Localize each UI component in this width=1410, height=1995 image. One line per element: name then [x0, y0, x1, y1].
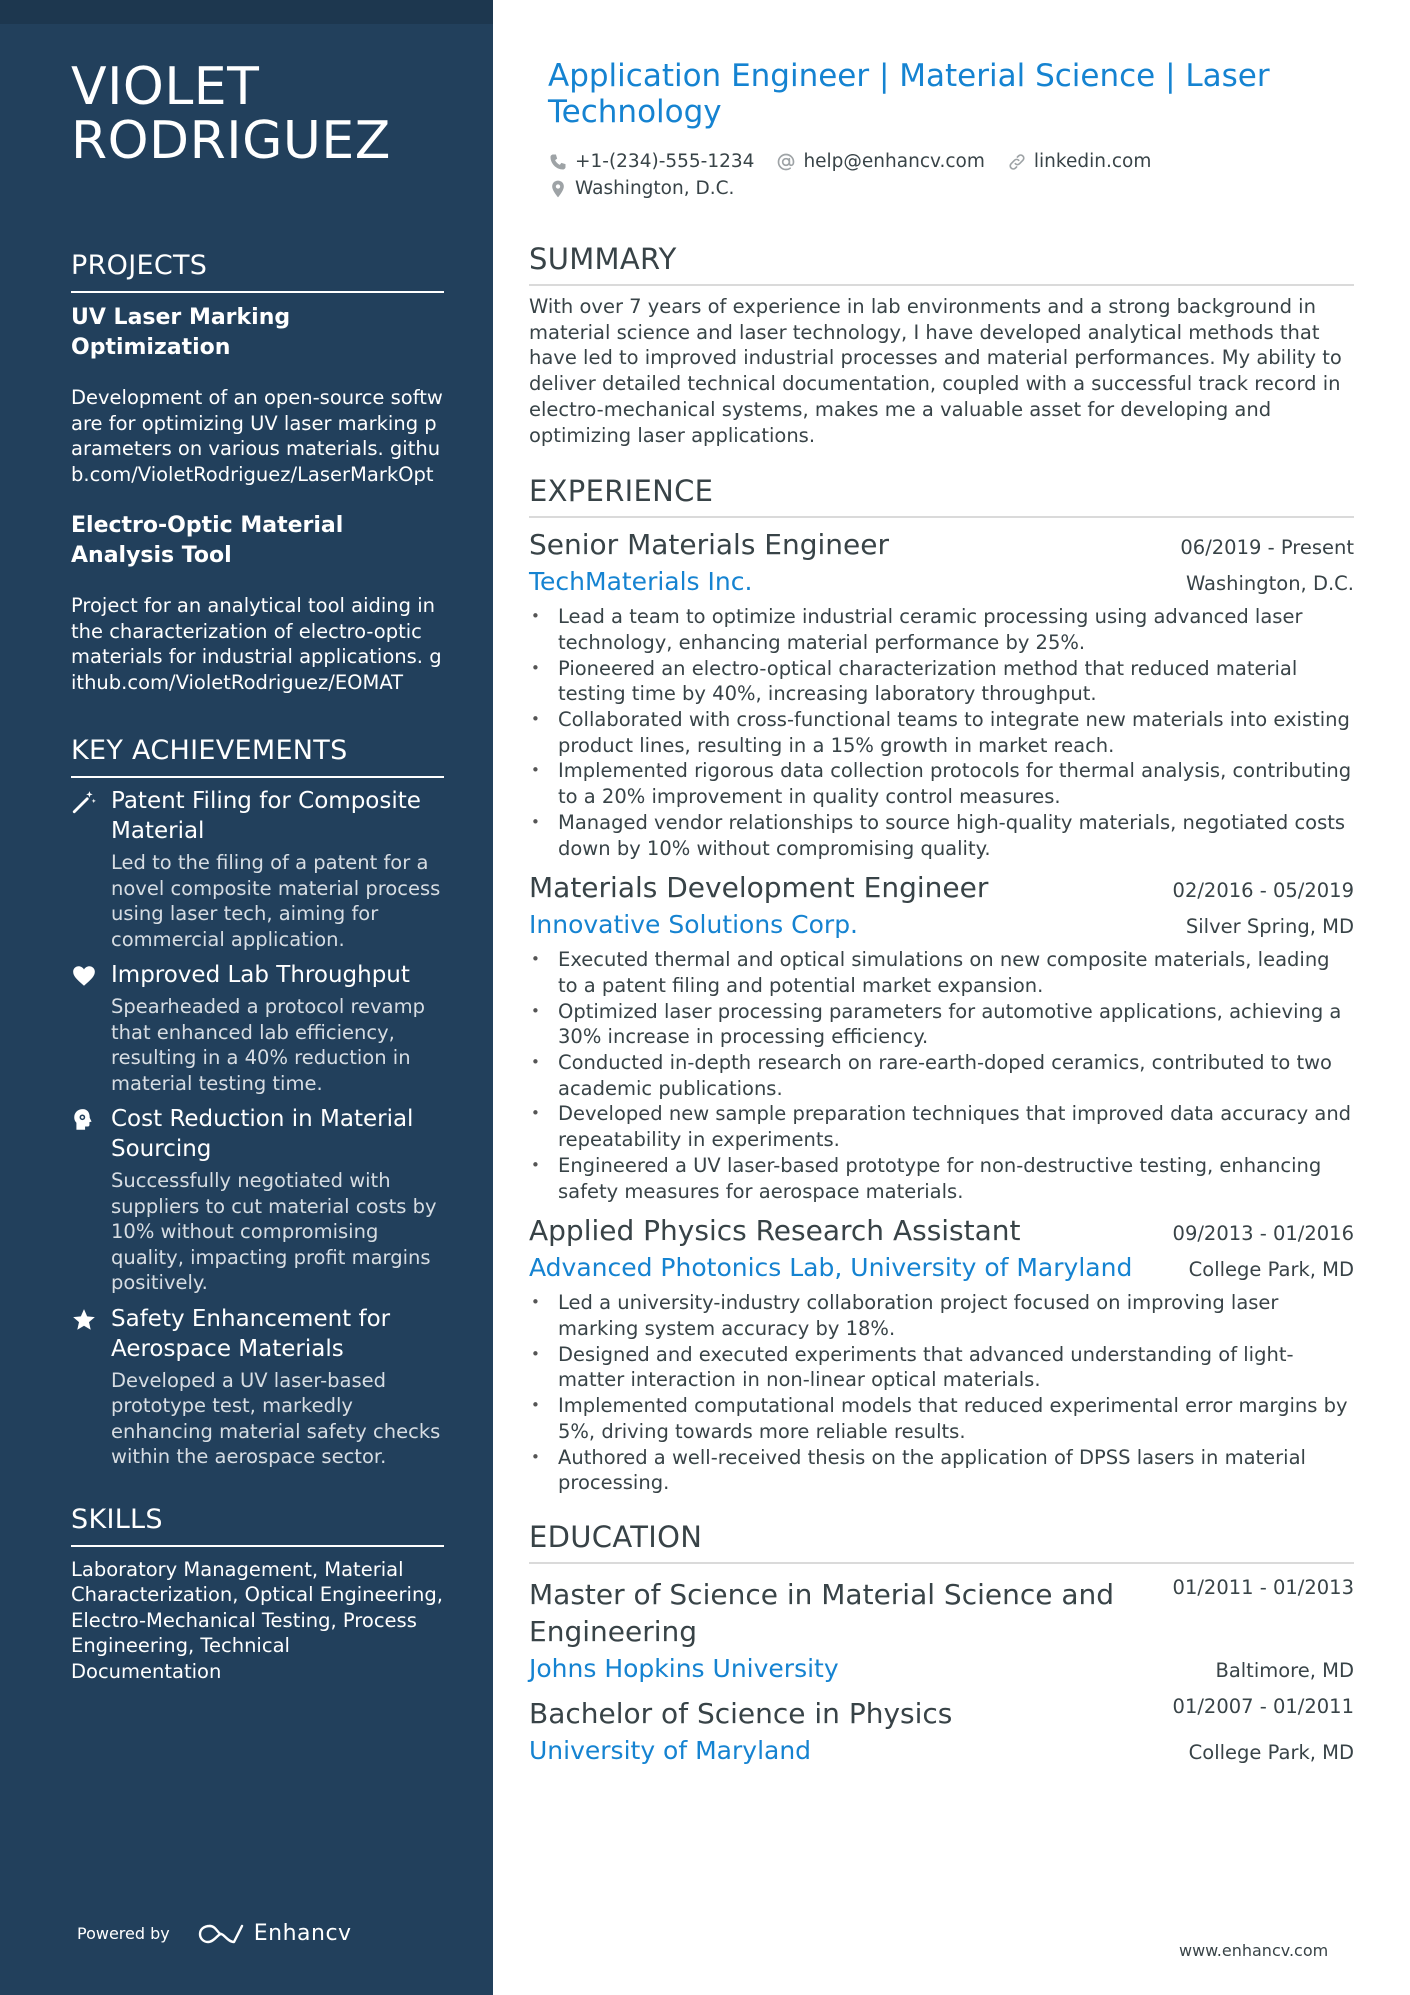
contact-email[interactable]	[776, 151, 984, 172]
education-title: EDUCATION	[529, 1520, 1354, 1564]
project-item	[71, 511, 444, 695]
job-title: Materials Development Engineer	[529, 871, 989, 905]
school-location: Baltimore, MD	[1215, 1658, 1354, 1682]
bullet-item: • Developed new sample preparation techniques that improved data accuracy and repeatability in experiments.	[529, 1101, 1354, 1152]
job-dates: 02/2016 - 05/2019	[1172, 879, 1354, 903]
bullet-item: • Implemented rigorous data collection protocols for thermal analysis, contributing to a 20% improvement in quality control measures.	[529, 758, 1354, 809]
education-dates: 01/2007 - 01/2011	[1172, 1694, 1354, 1718]
achievement-title: Cost Reduction in Material Sourcing	[111, 1106, 414, 1162]
achievements-list	[71, 786, 444, 1470]
achievement-description: Successfully negotiated with suppliers to cut material costs by 10% without compromising quality, impacting profit margins positively.	[111, 1169, 437, 1294]
job-title: Applied Physics Research Assistant	[529, 1214, 1021, 1248]
bullet-item: • Authored a well-received thesis on the application of DPSS lasers in material processing.	[529, 1445, 1354, 1496]
project-title: UV Laser Marking Optimization	[71, 305, 291, 360]
skills-list: Laboratory Management, Material Characterization, Optical Engineering, Electro-Mechanical Testing, Process Engineering, Technical Documentation	[71, 1557, 443, 1683]
enhancv-logo[interactable]	[198, 1921, 352, 1946]
experience-entry	[529, 526, 1354, 861]
experience-entry	[529, 1212, 1354, 1496]
education-entry	[529, 1576, 1354, 1683]
candidate-name: VIOLET RODRIGUEZ	[71, 57, 391, 171]
degree-title: Bachelor of Science in Physics	[529, 1696, 953, 1730]
star-icon	[71, 1307, 97, 1333]
bullet-item: • Pioneered an electro-optical characterization method that reduced material testing time by 40%, increasing laboratory throughput.	[529, 656, 1354, 707]
achievements-title: KEY ACHIEVEMENTS	[71, 735, 444, 778]
contact-link[interactable]	[1007, 151, 1151, 172]
bullet-item: • Conducted in-depth research on rare-earth-doped ceramics, contributed to two academic publications.	[529, 1050, 1354, 1101]
education-dates: 01/2011 - 01/2013	[1172, 1575, 1354, 1599]
skills-title: SKILLS	[71, 1504, 444, 1547]
project-title: Electro-Optic Material Analysis Tool	[71, 513, 344, 568]
phone-text: +1-(234)-555-1234	[575, 151, 755, 172]
main-content	[529, 58, 1354, 1765]
project-description: Project for an analytical tool aiding in the characterization of electro-optic materials for industrial applications. github.com/VioletRodriguez/EOMAT	[71, 594, 442, 694]
heart-icon	[71, 963, 97, 989]
map-pin-icon	[548, 179, 568, 199]
link-icon	[1007, 152, 1027, 172]
summary-text: With over 7 years of experience in lab environments and a strong background in material science and laser technology, I have developed analytical methods that have led to improved industrial processes and material performances. My ability to deliver detailed technical documentation, coupled with a successful track record in electro-mechanical systems, makes me a valuable asset for developing and optimizing laser applications.	[529, 295, 1342, 447]
company-name: Innovative Solutions Corp.	[529, 910, 859, 940]
bullet-item: • Engineered a UV laser-based prototype for non-destructive testing, enhancing safety measures for aerospace materials.	[529, 1153, 1354, 1204]
email-text: help@enhancv.com	[803, 151, 985, 172]
bullet-item: • Managed vendor relationships to source high-quality materials, negotiated costs down by 10% without compromising quality.	[529, 810, 1354, 861]
at-sign-icon	[776, 152, 796, 172]
job-location: Washington, D.C.	[1185, 572, 1354, 596]
powered-by-label: Powered by	[77, 1924, 170, 1943]
bullet-item: • Optimized laser processing parameters for automotive applications, achieving a 30% increase in processing efficiency.	[529, 999, 1354, 1050]
bullet-item: • Designed and executed experiments that advanced understanding of light-matter interaction in non-linear optical materials.	[529, 1342, 1354, 1393]
link-text: linkedin.com	[1033, 151, 1152, 172]
bullet-item: • Lead a team to optimize industrial ceramic processing using advanced laser technology, enhancing material performance by 25%.	[529, 604, 1354, 655]
magic-wand-icon	[71, 789, 97, 815]
school-location: College Park, MD	[1188, 1740, 1354, 1764]
achievement-item	[71, 1104, 444, 1296]
sidebar-top-band	[0, 0, 493, 24]
achievement-description: Developed a UV laser-based prototype test, markedly enhancing material safety checks within the aerospace sector.	[111, 1368, 441, 1468]
project-item	[71, 303, 444, 487]
job-bullets	[529, 604, 1354, 861]
education-entry	[529, 1695, 1354, 1765]
job-location: Silver Spring, MD	[1185, 915, 1354, 939]
job-title: Senior Materials Engineer	[529, 528, 890, 562]
project-description: Development of an open-source software for optimizing UV laser marking parameters on various materials. github.com/VioletRodriguez/LaserMarkOpt	[71, 386, 443, 486]
company-name: TechMaterials Inc.	[529, 567, 753, 597]
school-name: Johns Hopkins University	[529, 1653, 839, 1683]
company-name: Advanced Photonics Lab, University of Maryland	[529, 1253, 1133, 1283]
bullet-item: • Led a university-industry collaboration project focused on improving laser marking system accuracy by 18%.	[529, 1290, 1354, 1341]
contact-location	[548, 178, 734, 199]
projects-title: PROJECTS	[71, 250, 444, 293]
experience-entry	[529, 869, 1354, 1204]
school-name: University of Maryland	[529, 1735, 812, 1765]
location-text: Washington, D.C.	[575, 178, 735, 199]
summary-title: SUMMARY	[529, 242, 1354, 286]
achievement-item	[71, 1304, 444, 1470]
job-location: College Park, MD	[1188, 1258, 1354, 1282]
achievement-description: Led to the filing of a patent for a novel composite material process using laser tech, aiming for commercial application.	[111, 851, 441, 951]
bullet-item: • Executed thermal and optical simulations on new composite materials, leading to a patent filing and potential market expansion.	[529, 947, 1354, 998]
head-gear-icon	[71, 1107, 97, 1133]
footer-url[interactable]: www.enhancv.com	[1179, 1941, 1329, 1960]
achievement-title: Patent Filing for Composite Material	[111, 788, 421, 844]
bullet-item: • Implemented computational models that reduced experimental error margins by 5%, driving towards more reliable results.	[529, 1393, 1354, 1444]
sidebar	[0, 0, 493, 1995]
enhancv-logo-icon	[198, 1922, 244, 1946]
contact-info	[548, 148, 1354, 202]
achievement-item	[71, 786, 444, 952]
phone-icon	[548, 152, 568, 172]
enhancv-brand-text: Enhancv	[253, 1921, 352, 1946]
bullet-item: • Collaborated with cross-functional teams to integrate new materials into existing product lines, resulting in a 15% growth in market reach.	[529, 707, 1354, 758]
contact-phone[interactable]	[548, 151, 754, 172]
job-dates: 06/2019 - Present	[1180, 536, 1354, 560]
experience-title: EXPERIENCE	[529, 474, 1354, 518]
headline: Application Engineer | Material Science | Laser Technology	[548, 58, 1270, 130]
job-bullets	[529, 947, 1354, 1204]
achievement-title: Improved Lab Throughput	[111, 962, 410, 988]
achievement-title: Safety Enhancement for Aerospace Materials	[111, 1305, 391, 1362]
job-dates: 09/2013 - 01/2016	[1172, 1222, 1354, 1246]
job-bullets	[529, 1290, 1354, 1496]
degree-title: Master of Science in Material Science and Engineering	[529, 1577, 1115, 1648]
achievement-item	[71, 960, 444, 1096]
achievement-description: Spearheaded a protocol revamp that enhanced lab efficiency, resulting in a 40% reduction in material testing time.	[111, 995, 425, 1095]
powered-by	[77, 1921, 352, 1946]
